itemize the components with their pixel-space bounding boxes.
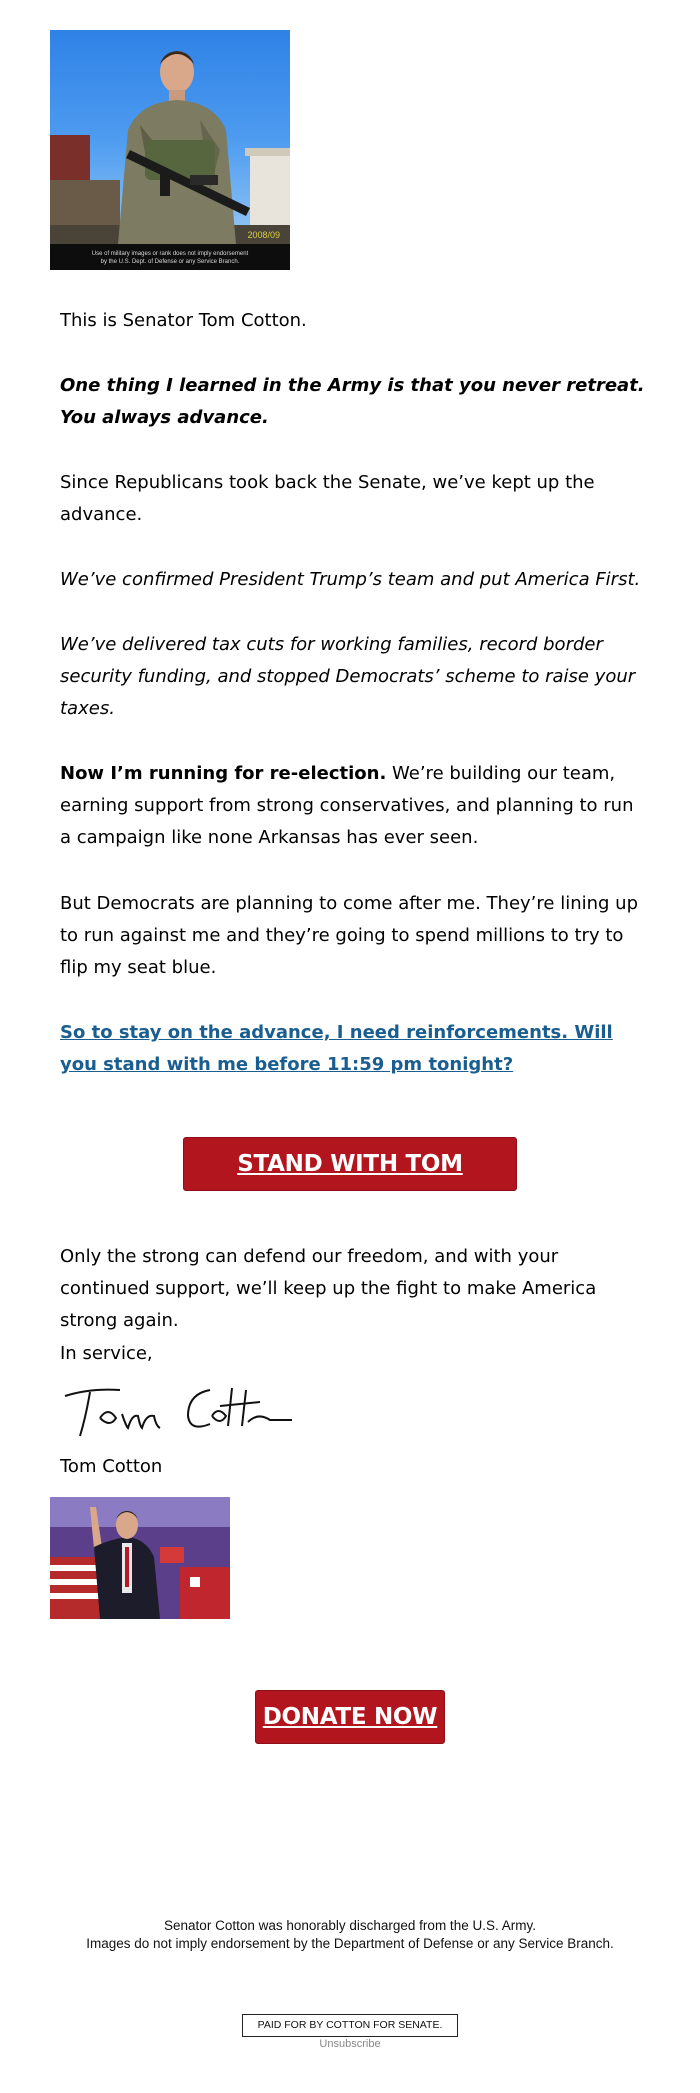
reelection-rest: We’re building our team, earning support from strong conservatives, and planning to run a campaign like none Arkansas has ever seen.	[60, 763, 634, 848]
reelection-paragraph	[60, 758, 645, 854]
rally-photo	[50, 1497, 230, 1619]
unsubscribe-link[interactable]: Unsubscribe	[319, 2038, 381, 2050]
hero-caption-line: Use of military images or rank does not imply endorsement	[91, 251, 249, 257]
army-paragraph: One thing I learned in the Army is that you never retreat. You always advance.	[60, 375, 645, 428]
signature-image	[60, 1376, 300, 1446]
disclaimer-line: Images do not imply endorsement by the Department of Defense or any Service Branch.	[86, 1936, 614, 1951]
greeting-paragraph: This is Senator Tom Cotton.	[60, 310, 307, 331]
reinforcements-paragraph	[60, 1017, 645, 1081]
senate-paragraph: Since Republicans took back the Senate, we’ve kept up the advance.	[60, 472, 595, 525]
hero-photo	[50, 30, 290, 270]
soldier-illustration	[50, 30, 290, 244]
paid-for-box: PAID FOR BY COTTON FOR SENATE.	[242, 2014, 458, 2037]
hero-caption	[50, 244, 290, 270]
signature-text: Tom Cotton	[60, 1376, 66, 1377]
signer-name: Tom Cotton	[60, 1456, 163, 1477]
closing: In service,	[60, 1343, 153, 1364]
donate-now-button[interactable]: DONATE NOW	[255, 1690, 445, 1744]
democrats-paragraph: But Democrats are planning to come after me. They’re lining up to run against me and they’re going to spend millions to try to flip my seat blue.	[60, 893, 639, 978]
strong-paragraph: Only the strong can defend our freedom, and with your continued support, we’ll keep up the fight to make America strong again.	[60, 1246, 597, 1331]
hero-caption-line: by the U.S. Dept. of Defense or any Service Branch.	[100, 259, 240, 265]
disclaimer	[60, 1917, 640, 1953]
reelection-bold: Now I’m running for re-election.	[60, 763, 387, 784]
svg-text:2008/09: 2008/09	[247, 230, 280, 240]
tax-cuts-paragraph: We’ve delivered tax cuts for working families, record border security funding, and stopped Democrats’ scheme to raise your taxes.	[60, 634, 636, 719]
stand-with-tom-cotton-button[interactable]: STAND WITH TOM COTTON	[183, 1137, 517, 1191]
confirmed-paragraph: We’ve confirmed President Trump’s team and put America First.	[60, 569, 641, 590]
reinforcements-link[interactable]: So to stay on the advance, I need reinforcements. Will you stand with me before 11:59 pm tonight?	[60, 1022, 613, 1075]
disclaimer-line: Senator Cotton was honorably discharged from the U.S. Army.	[164, 1918, 536, 1933]
